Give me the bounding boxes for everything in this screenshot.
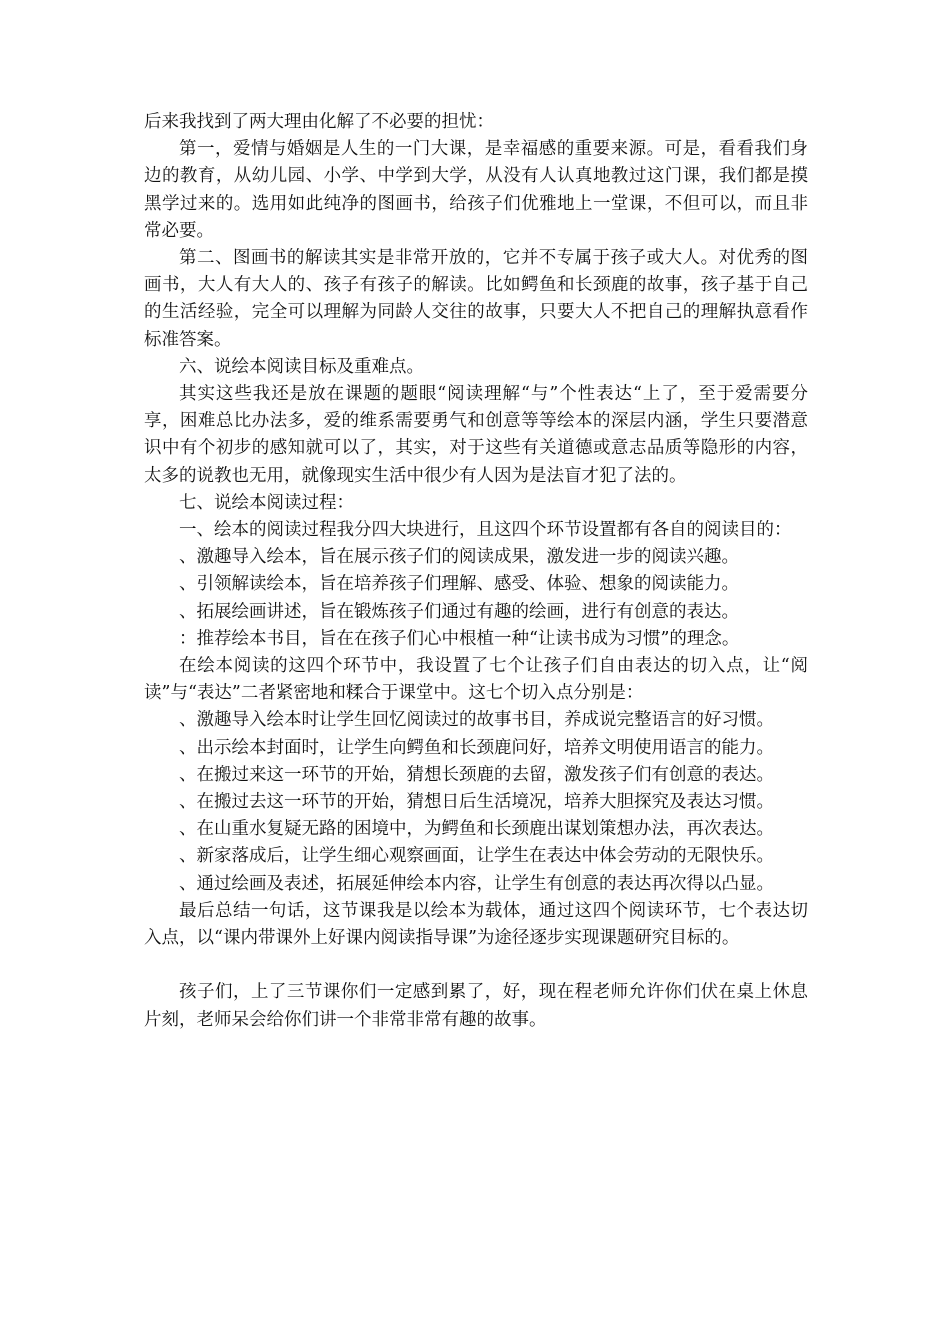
paragraph-spacer — [144, 952, 808, 979]
list-item-entry-3: 、在搬过来这一环节的开始，猜想长颈鹿的去留，激发孩子们有创意的表达。 — [179, 764, 774, 785]
list-item-entry-7: 、通过绘画及表述，拓展延伸绘本内容，让学生有创意的表达再次得以凸显。 — [179, 873, 774, 894]
list-item-step-3: 、拓展绘画讲述，旨在锻炼孩子们通过有趣的绘画，进行有创意的表达。 — [179, 601, 739, 622]
list-item-entry-4: 、在搬过去这一环节的开始，猜想日后生活境况，培养大胆探究及表达习惯。 — [179, 792, 774, 813]
heading-section-seven: 七、说绘本阅读过程： — [179, 492, 354, 513]
paragraph-closing: 孩子们，上了三节课你们一定感到累了，好，现在程老师允许你们伏在桌上休息片刻，老师呆会给你们讲一个非常非常有趣的故事。 — [144, 982, 808, 1030]
list-item-step-2: 、引领解读绘本，旨在培养孩子们理解、感受、体验、想象的阅读能力。 — [179, 574, 739, 595]
list-item-entry-5: 、在山重水复疑无路的困境中，为鳄鱼和长颈鹿出谋划策想办法，再次表达。 — [179, 819, 774, 840]
paragraph-entry-points: 在绘本阅读的这四个环节中，我设置了七个让孩子们自由表达的切入点，让“阅读”与“表达”二者紧密地和糅合于课堂中。这七个切入点分别是： — [144, 656, 808, 704]
paragraph-second-reason: 第二、图画书的解读其实是非常开放的，它并不专属于孩子或大人。对优秀的图画书，大人有大人的、孩子有孩子的解读。比如鳄鱼和长颈鹿的故事，孩子基于自己的生活经验，完全可以理解为同龄人交往的故事，只要大人不把自己的理解执意看作标准答案。 — [144, 248, 808, 350]
list-item-entry-6: 、新家落成后，让学生细心观察画面，让学生在表达中体会劳动的无限快乐。 — [179, 846, 774, 867]
paragraph-goals: 其实这些我还是放在课题的题眼“阅读理解“与”个性表达“上了，至于爱需要分享，困难总比办法多，爱的维系需要勇气和创意等等绘本的深层内涵，学生只要潜意识中有个初步的感知就可以了，其实，对于这些有关道德或意志品质等隐形的内容，太多的说教也无用，就像现实生活中很少有人因为是法盲才犯了法的。 — [144, 384, 808, 486]
heading-section-six: 六、说绘本阅读目标及重难点。 — [179, 356, 424, 377]
list-item-entry-2: 、出示绘本封面时，让学生向鳄鱼和长颈鹿问好，培养文明使用语言的能力。 — [179, 737, 774, 758]
paragraph-process-intro: 一、绘本的阅读过程我分四大块进行，且这四个环节设置都有各自的阅读目的： — [179, 520, 792, 541]
list-item-step-4: ：推荐绘本书目，旨在在孩子们心中根植一种“让读书成为习惯”的理念。 — [179, 628, 740, 649]
paragraph-summary: 最后总结一句话，这节课我是以绘本为载体，通过这四个阅读环节，七个表达切入点，以“课内带课外上好课内阅读指导课”为途径逐步实现课题研究目标的。 — [144, 900, 808, 949]
paragraph-first-reason: 第一，爱情与婚姻是人生的一门大课，是幸福感的重要来源。可是，看看我们身边的教育，从幼儿园、小学、中学到大学，从没有人认真地教过这门课，我们都是摸黑学过来的。选用如此纯净的图画书，给孩子们优雅地上一堂课，不但可以，而且非常必要。 — [144, 139, 808, 241]
document-body — [144, 109, 808, 1034]
paragraph-intro: 后来我找到了两大理由化解了不必要的担忧： — [144, 112, 494, 132]
list-item-step-1: 、激趣导入绘本，旨在展示孩子们的阅读成果，激发进一步的阅读兴趣。 — [179, 547, 739, 568]
list-item-entry-1: 、激趣导入绘本时让学生回忆阅读过的故事书目，养成说完整语言的好习惯。 — [179, 710, 774, 731]
